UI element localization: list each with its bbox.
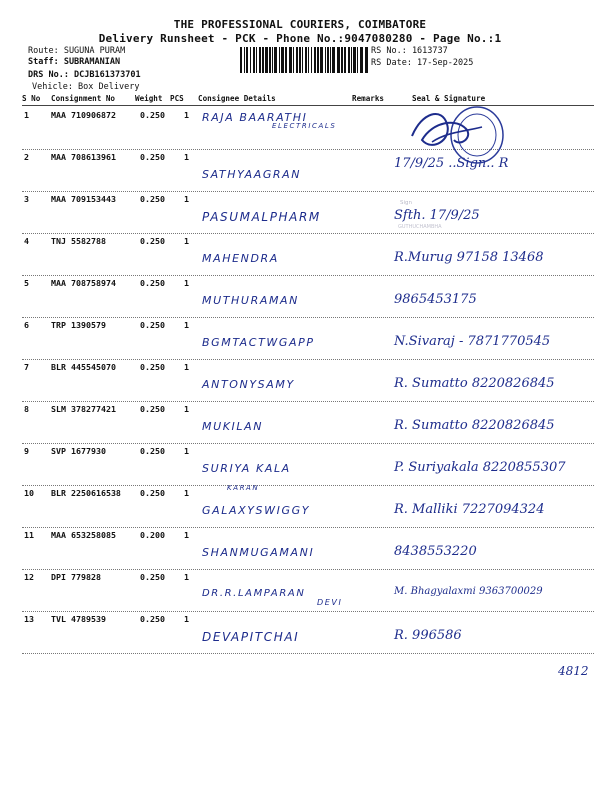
row-consignment-no: MAA 710906872 (51, 110, 116, 120)
vehicle-label: Vehicle: Box Delivery (32, 82, 140, 92)
row-consignment-no: SLM 378277421 (51, 404, 116, 414)
row-weight: 0.250 (140, 572, 165, 582)
row-pcs: 1 (184, 320, 189, 330)
row-signature: R. Sumatto 8220826845 (394, 376, 555, 391)
row-signature: R.Murug 97158 13468 (394, 250, 544, 265)
row-pcs: 1 (184, 110, 189, 120)
row-weight: 0.250 (140, 362, 165, 372)
table-row (22, 444, 594, 486)
row-consignment-no: BLR 445545070 (51, 362, 116, 372)
staff-label: Staff: SUBRAMANIAN (28, 57, 121, 67)
row-pcs: 1 (184, 572, 189, 582)
company-title: THE PROFESSIONAL COURIERS, COIMBATORE (173, 18, 427, 31)
row-pcs: 1 (184, 614, 189, 624)
row-serial: 13 (24, 614, 34, 624)
row-serial: 5 (24, 278, 29, 288)
row-consignee-extra: ELECTRICALS (272, 122, 337, 130)
drs-number: DRS No.: DCJB161373701 (28, 70, 141, 80)
row-signature: 17/9/25 ..Sign.. R (394, 156, 509, 171)
runsheet-subtitle: Delivery Runsheet - PCK - Phone No.:9047080280 - Page No.:1 (98, 32, 502, 45)
row-consignee-name: SATHYAAGRAN (202, 168, 302, 181)
row-signature: Sfth. 17/9/25 (394, 208, 480, 223)
row-consignment-no: DPI 779828 (51, 572, 101, 582)
row-pcs: 1 (184, 530, 189, 540)
table-row (22, 612, 594, 654)
row-serial: 11 (24, 530, 34, 540)
table-row (22, 570, 594, 612)
row-pcs: 1 (184, 278, 189, 288)
row-pcs: 1 (184, 404, 189, 414)
rs-number: RS No.: 1613737 (371, 46, 448, 56)
row-consignee-name: SURIYA KALA (202, 462, 291, 475)
row-signature: R. Sumatto 8220826845 (394, 418, 555, 433)
col-signature: Seal & Signature (412, 94, 486, 103)
row-consignee-name: MUKILAN (202, 420, 264, 433)
row-serial: 12 (24, 572, 34, 582)
row-serial: 6 (24, 320, 29, 330)
table-row (22, 360, 594, 402)
row-serial: 9 (24, 446, 29, 456)
row-weight: 0.250 (140, 614, 165, 624)
row-consignee-name: GALAXYSWIGGY (202, 504, 311, 517)
row-weight: 0.250 (140, 236, 165, 246)
row-serial: 7 (24, 362, 29, 372)
row-signature: M. Bhagyalaxmi 9363700029 (394, 586, 543, 597)
row-serial: 10 (24, 488, 34, 498)
row-weight: 0.200 (140, 530, 165, 540)
barcode-image (240, 47, 368, 73)
row-weight: 0.250 (140, 110, 165, 120)
row-consignment-no: MAA 708613961 (51, 152, 116, 162)
row-consignee-name: DR.R.LAMPARAN (202, 588, 306, 599)
row-consignee-name: DEVAPITCHAI (202, 630, 300, 644)
table-row (22, 402, 594, 444)
row-serial: 1 (24, 110, 29, 120)
row-consignment-no: SVP 1677930 (51, 446, 106, 456)
row-signature: R. Malliki 7227094324 (394, 502, 545, 517)
row-pcs: 1 (184, 236, 189, 246)
row-pcs: 1 (184, 194, 189, 204)
row-divider (22, 653, 594, 654)
col-consignment: Consignment No (51, 94, 116, 103)
row-consignee-name: BGMTACTWGAPP (202, 336, 315, 349)
route-label: Route: SUGUNA PURAM (28, 46, 126, 56)
row-signature: P. Suriyakala 8220855307 (394, 460, 566, 475)
row-weight: 0.250 (140, 320, 165, 330)
row-pcs: 1 (184, 362, 189, 372)
row-consignee-name: RAJA BAARATHI (202, 111, 308, 124)
table-row (22, 192, 594, 234)
table-row (22, 528, 594, 570)
row-signature: R. 996586 (394, 628, 462, 643)
table-row (22, 234, 594, 276)
row-signature: 8438553220 (394, 544, 477, 559)
row-consignment-no: TNJ 5582788 (51, 236, 106, 246)
row-consignment-no: MAA 708758974 (51, 278, 116, 288)
faint-shop-text: GUTHUCHAMBHA (398, 224, 442, 230)
row-weight: 0.250 (140, 404, 165, 414)
row-weight: 0.250 (140, 278, 165, 288)
col-remarks: Remarks (352, 94, 385, 103)
row-weight: 0.250 (140, 488, 165, 498)
row-consignment-no: BLR 2250616538 (51, 488, 121, 498)
row-pcs: 1 (184, 488, 189, 498)
row-pcs: 1 (184, 446, 189, 456)
row-serial: 3 (24, 194, 29, 204)
table-row (22, 486, 594, 528)
col-pcs: PCS (170, 94, 184, 103)
shop-seal-stamp (402, 102, 512, 170)
footer-note: 4812 (558, 664, 589, 678)
row-consignee-name: SHANMUGAMANI (202, 546, 315, 559)
row-consignment-no: MAA 653258085 (51, 530, 116, 540)
row-consignment-no: TRP 1390579 (51, 320, 106, 330)
row-consignee-name: MAHENDRA (202, 252, 279, 265)
row-weight: 0.250 (140, 194, 165, 204)
runsheet-table (22, 94, 594, 654)
row-serial: 8 (24, 404, 29, 414)
row-serial: 2 (24, 152, 29, 162)
row-consignee-extra: DEVI (317, 598, 343, 607)
row-consignment-no: TVL 4789539 (51, 614, 106, 624)
row-weight: 0.250 (140, 446, 165, 456)
rs-date: RS Date: 17-Sep-2025 (371, 58, 474, 68)
table-row (22, 318, 594, 360)
row-signature: 9865453175 (394, 292, 477, 307)
col-consignee: Consignee Details (198, 94, 276, 103)
table-row (22, 276, 594, 318)
row-pcs: 1 (184, 152, 189, 162)
col-weight: Weight (135, 94, 163, 103)
row-consignment-no: MAA 709153443 (51, 194, 116, 204)
row-consignee-name: ANTONYSAMY (202, 378, 295, 391)
row-serial: 4 (24, 236, 29, 246)
col-sno: S No (22, 94, 41, 103)
row-signature: N.Sivaraj - 7871770545 (394, 334, 551, 349)
row-weight: 0.250 (140, 152, 165, 162)
row-consignee-extra: KARAN (227, 484, 260, 492)
row-consignee-name: MUTHURAMAN (202, 294, 299, 307)
faint-stamp-text: Sign (400, 200, 412, 206)
row-consignee-name: PASUMALPHARM (202, 210, 321, 224)
